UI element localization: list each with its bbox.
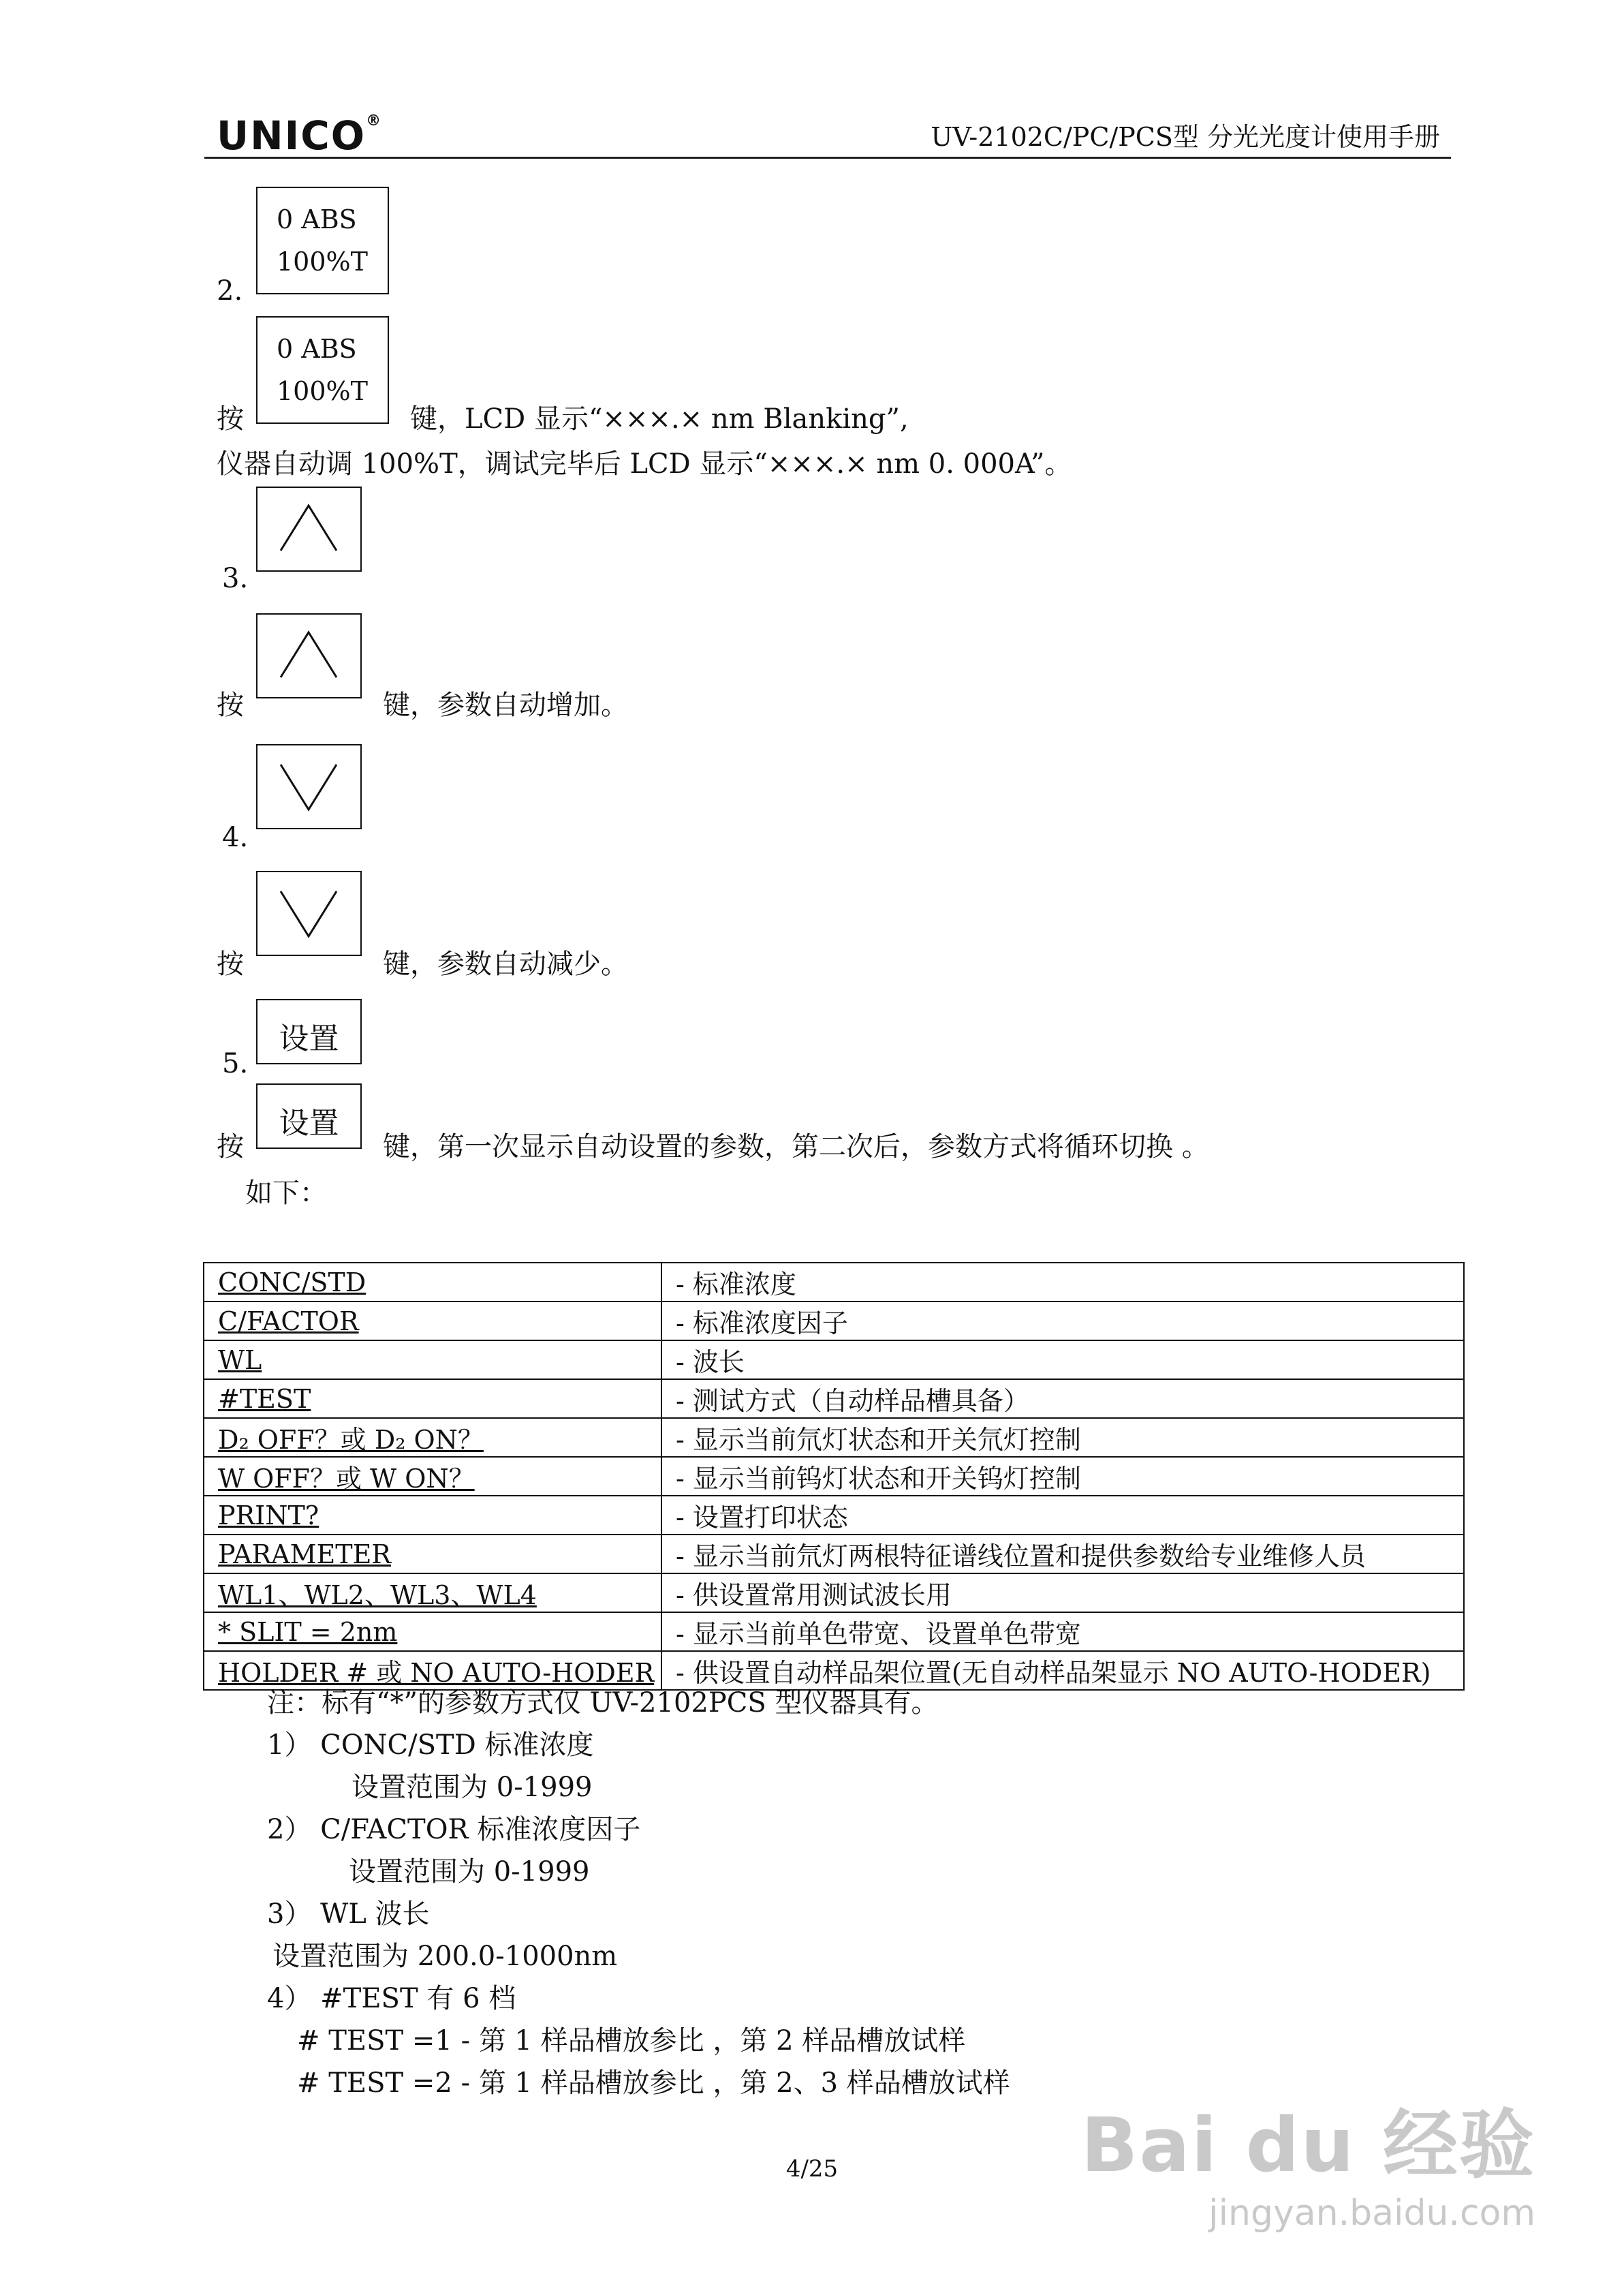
settings-key-icon: [256, 1083, 362, 1149]
unico-logo: [217, 112, 382, 159]
abs-key-line2: 100%T: [277, 247, 368, 277]
param-desc: - 显示当前钨灯状态和开关钨灯控制: [661, 1457, 1464, 1496]
table-row: [204, 1418, 1464, 1457]
list-item-range: 设置范围为 200.0-1000nm: [272, 1941, 618, 1972]
note-text: 注：标有“*”的参数方式仅 UV-2102PCS 型仪器具有。: [267, 1687, 939, 1719]
abs-key-description-2: 仪器自动调 100%T，调试完毕后 LCD 显示“×××.× nm 0. 000A”。: [217, 448, 1072, 480]
param-name: PRINT?: [204, 1496, 661, 1535]
press-label: 按: [217, 949, 244, 980]
test-mode-line: # TEST =1 - 第 1 样品槽放参比 ，第 2 样品槽放试样: [297, 2025, 966, 2057]
list-item-range: 设置范围为 0-1999: [349, 1856, 590, 1888]
header-title: UV-2102C/PC/PCS型 分光光度计使用手册: [931, 122, 1440, 152]
param-desc: - 设置打印状态: [661, 1496, 1464, 1535]
param-name: WL: [204, 1340, 661, 1379]
list-item: 2） C/FACTOR 标准浓度因子: [267, 1814, 641, 1845]
param-desc: - 供设置自动样品架位置(无自动样品架显示 NO AUTO-HODER): [661, 1651, 1464, 1690]
item-number-3: 3.: [222, 563, 249, 594]
table-row: [204, 1535, 1464, 1573]
table-row: [204, 1340, 1464, 1379]
press-label: 按: [217, 690, 244, 721]
param-desc: - 标准浓度因子: [661, 1301, 1464, 1340]
table-row: [204, 1457, 1464, 1496]
baidu-watermark: [1081, 2085, 1535, 2234]
settings-key-icon: [256, 999, 362, 1064]
watermark-url: jingyan.baidu.com: [1208, 2193, 1535, 2234]
watermark-brand: Bai du 经验: [1080, 2101, 1535, 2189]
param-desc: - 显示当前氘灯两根特征谱线位置和提供参数给专业维修人员: [661, 1535, 1464, 1573]
param-name: D₂ OFF？或 D₂ ON？: [204, 1418, 661, 1457]
abs-key-icon: [256, 316, 389, 424]
table-row: [204, 1651, 1464, 1690]
item-number-5: 5.: [222, 1048, 249, 1079]
param-name: C/FACTOR: [204, 1301, 661, 1340]
param-desc: - 供设置常用测试波长用: [661, 1573, 1464, 1612]
down-key-description: 键，参数自动减少。: [383, 949, 628, 980]
down-key-icon: [256, 744, 362, 829]
abs-key-line2: 100%T: [277, 376, 368, 406]
list-item: 4） #TEST 有 6 档: [267, 1983, 516, 2014]
as-follows-label: 如下：: [245, 1177, 327, 1209]
table-row: [204, 1612, 1464, 1651]
table-row: [204, 1496, 1464, 1535]
param-name: #TEST: [204, 1379, 661, 1418]
list-item: 1） CONC/STD 标准浓度: [267, 1729, 594, 1761]
param-name: HOLDER # 或 NO AUTO-HODER: [204, 1651, 661, 1690]
table-row: [204, 1573, 1464, 1612]
param-desc: - 波长: [661, 1340, 1464, 1379]
registered-mark: ®: [366, 112, 383, 129]
table-row: [204, 1379, 1464, 1418]
press-label: 按: [217, 403, 244, 435]
param-name: CONC/STD: [204, 1263, 661, 1301]
table-row: [204, 1301, 1464, 1340]
param-desc: - 测试方式（自动样品槽具备）: [661, 1379, 1464, 1418]
up-key-description: 键，参数自动增加。: [383, 690, 628, 721]
param-desc: - 显示当前氘灯状态和开关氘灯控制: [661, 1418, 1464, 1457]
settings-key-label: 设置: [279, 1021, 339, 1056]
param-desc: - 标准浓度: [661, 1263, 1464, 1301]
list-item-range: 设置范围为 0-1999: [352, 1772, 593, 1803]
settings-key-description: 键，第一次显示自动设置的参数，第二次后，参数方式将循环切换 。: [383, 1131, 1209, 1162]
down-key-icon: [256, 871, 362, 956]
up-key-icon: [256, 613, 362, 698]
param-name: PARAMETER: [204, 1535, 661, 1573]
abs-key-description: 键，LCD 显示“×××.× nm Blanking”,: [410, 403, 909, 435]
abs-key-icon: [256, 187, 389, 294]
param-desc: - 显示当前单色带宽、设置单色带宽: [661, 1612, 1464, 1651]
logo-text: UNICO: [217, 112, 366, 159]
settings-key-label: 设置: [279, 1106, 339, 1141]
page-number: 4/25: [785, 2155, 839, 2183]
param-name: W OFF？或 W ON？: [204, 1457, 661, 1496]
press-label: 按: [217, 1131, 244, 1162]
table-row: [204, 1263, 1464, 1301]
param-name: * SLIT = 2nm: [204, 1612, 661, 1651]
parameter-table: [203, 1262, 1465, 1691]
abs-key-line1: 0 ABS: [277, 334, 357, 364]
abs-key-line1: 0 ABS: [277, 204, 357, 234]
item-number-2: 2.: [217, 275, 243, 307]
list-item: 3） WL 波长: [267, 1898, 430, 1930]
item-number-4: 4.: [222, 822, 249, 853]
up-key-icon: [256, 487, 362, 572]
param-name: WL1、WL2、WL3、WL4: [204, 1573, 661, 1612]
header-divider: [204, 157, 1451, 159]
test-mode-line: # TEST =2 - 第 1 样品槽放参比 ，第 2、3 样品槽放试样: [297, 2067, 1010, 2099]
